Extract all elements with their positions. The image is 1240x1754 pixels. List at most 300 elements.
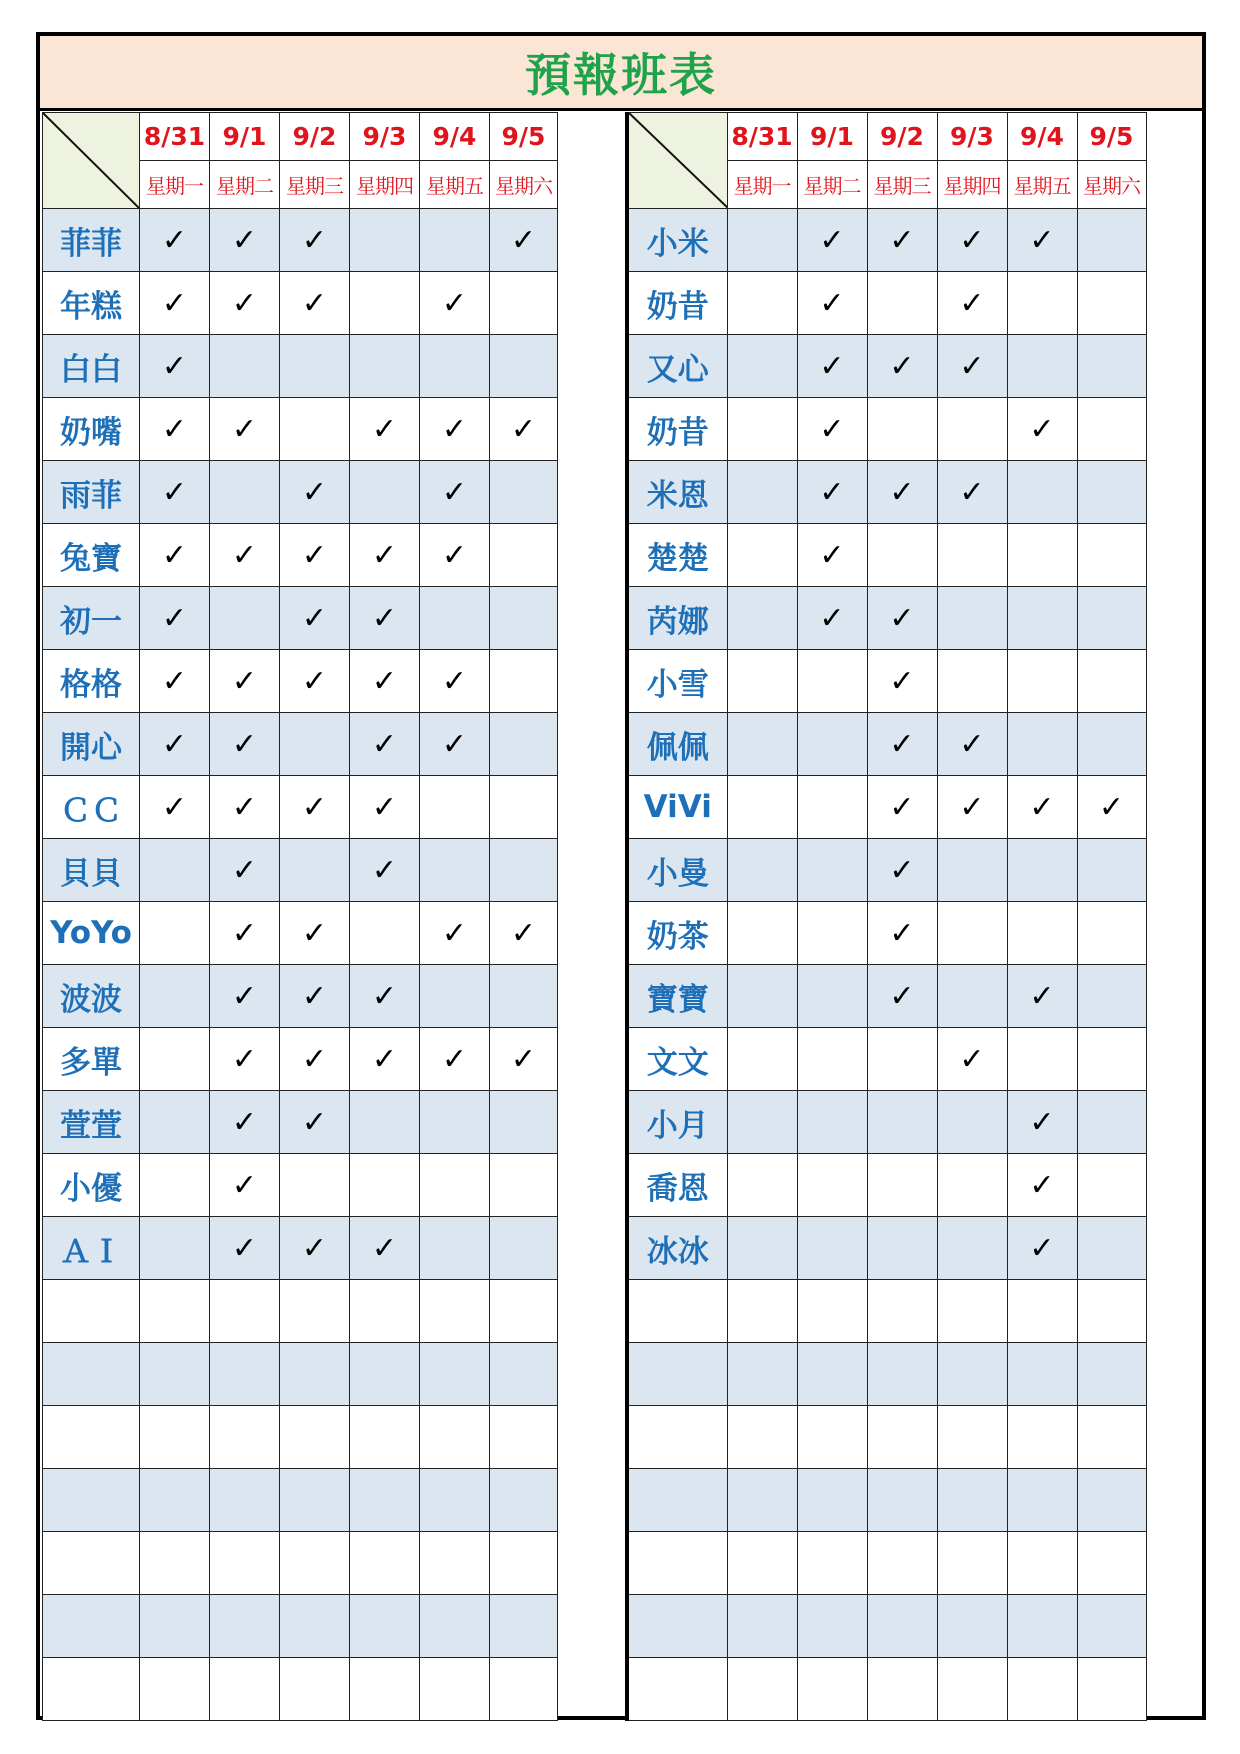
schedule-cell — [490, 335, 558, 398]
check-mark-icon: ✓ — [937, 713, 1007, 776]
schedule-cell — [797, 965, 867, 1028]
check-mark-icon: ✓ — [280, 776, 350, 839]
schedule-cell — [140, 1091, 210, 1154]
schedule-cell — [350, 335, 420, 398]
schedule-cell — [1077, 524, 1146, 587]
schedule-cell — [867, 1091, 937, 1154]
table-row — [627, 650, 1146, 713]
schedule-cell — [727, 524, 797, 587]
schedule-cell — [797, 1406, 867, 1469]
schedule-cell — [937, 1343, 1007, 1406]
schedule-cell — [937, 398, 1007, 461]
table-row — [627, 839, 1146, 902]
schedule-cell — [1007, 650, 1077, 713]
staff-name — [43, 1532, 140, 1595]
schedule-cell — [937, 965, 1007, 1028]
date-header: 8/31 — [140, 113, 210, 161]
schedule-cell — [420, 1658, 490, 1721]
staff-name: 白白 — [43, 335, 140, 398]
table-row — [627, 1658, 1146, 1721]
check-mark-icon: ✓ — [280, 461, 350, 524]
schedule-table-right — [625, 112, 1147, 1721]
schedule-cell — [727, 1532, 797, 1595]
table-row — [43, 965, 558, 1028]
schedule-cell — [797, 902, 867, 965]
staff-name — [627, 1406, 727, 1469]
date-header: 9/5 — [490, 113, 558, 161]
schedule-cell — [1077, 650, 1146, 713]
staff-name: 菲菲 — [43, 209, 140, 272]
check-mark-icon: ✓ — [420, 1028, 490, 1091]
schedule-sheet — [36, 32, 1206, 1720]
schedule-cell — [1077, 965, 1146, 1028]
check-mark-icon: ✓ — [1077, 776, 1146, 839]
check-mark-icon: ✓ — [1007, 398, 1077, 461]
check-mark-icon: ✓ — [1007, 776, 1077, 839]
check-mark-icon: ✓ — [867, 335, 937, 398]
check-mark-icon: ✓ — [797, 272, 867, 335]
check-mark-icon: ✓ — [350, 398, 420, 461]
table-row — [627, 398, 1146, 461]
schedule-cell — [420, 209, 490, 272]
schedule-cell — [1077, 902, 1146, 965]
staff-name: 寶寶 — [627, 965, 727, 1028]
check-mark-icon: ✓ — [280, 902, 350, 965]
schedule-cell — [727, 1595, 797, 1658]
schedule-cell — [280, 1595, 350, 1658]
check-mark-icon: ✓ — [210, 209, 280, 272]
schedule-cell — [797, 650, 867, 713]
schedule-cell — [727, 1091, 797, 1154]
date-header: 9/5 — [1077, 113, 1146, 161]
check-mark-icon: ✓ — [937, 1028, 1007, 1091]
staff-name: 年糕 — [43, 272, 140, 335]
schedule-cell — [1077, 1595, 1146, 1658]
check-mark-icon: ✓ — [937, 272, 1007, 335]
schedule-cell — [420, 839, 490, 902]
schedule-cell — [727, 1343, 797, 1406]
schedule-cell — [1007, 1343, 1077, 1406]
schedule-cell — [420, 1217, 490, 1280]
table-row — [627, 587, 1146, 650]
schedule-cell — [280, 713, 350, 776]
schedule-cell — [140, 1658, 210, 1721]
weekday-header: 星期六 — [1077, 161, 1146, 209]
schedule-cell — [140, 1154, 210, 1217]
staff-name: 佩佩 — [627, 713, 727, 776]
schedule-cell — [797, 713, 867, 776]
staff-name: 奶昔 — [627, 272, 727, 335]
table-row — [627, 1280, 1146, 1343]
weekday-header: 星期五 — [420, 161, 490, 209]
schedule-cell — [1007, 524, 1077, 587]
check-mark-icon: ✓ — [280, 1217, 350, 1280]
date-header: 9/3 — [350, 113, 420, 161]
check-mark-icon: ✓ — [280, 965, 350, 1028]
check-mark-icon: ✓ — [210, 524, 280, 587]
staff-name — [43, 1406, 140, 1469]
staff-name: 冰冰 — [627, 1217, 727, 1280]
schedule-cell — [727, 587, 797, 650]
schedule-cell — [490, 1658, 558, 1721]
schedule-cell — [210, 335, 280, 398]
schedule-cell — [1077, 587, 1146, 650]
check-mark-icon: ✓ — [797, 398, 867, 461]
schedule-cell — [867, 1280, 937, 1343]
table-row — [43, 1595, 558, 1658]
table-row — [43, 1154, 558, 1217]
staff-name: 小月 — [627, 1091, 727, 1154]
check-mark-icon: ✓ — [140, 335, 210, 398]
table-row — [43, 272, 558, 335]
schedule-cell — [420, 1343, 490, 1406]
check-mark-icon: ✓ — [867, 839, 937, 902]
schedule-cell — [420, 965, 490, 1028]
schedule-cell — [1077, 209, 1146, 272]
schedule-cell — [140, 1280, 210, 1343]
schedule-cell — [867, 272, 937, 335]
header-corner-cell — [43, 113, 140, 209]
schedule-cell — [490, 1154, 558, 1217]
schedule-cell — [727, 272, 797, 335]
check-mark-icon: ✓ — [350, 650, 420, 713]
table-row — [627, 1217, 1146, 1280]
schedule-cell — [1007, 1469, 1077, 1532]
check-mark-icon: ✓ — [140, 587, 210, 650]
schedule-cell — [210, 1469, 280, 1532]
schedule-cell — [867, 398, 937, 461]
schedule-cell — [797, 1028, 867, 1091]
check-mark-icon: ✓ — [280, 650, 350, 713]
table-row — [43, 398, 558, 461]
staff-name — [627, 1658, 727, 1721]
schedule-cell — [280, 1469, 350, 1532]
schedule-cell — [867, 524, 937, 587]
schedule-cell — [350, 209, 420, 272]
schedule-cell — [350, 1532, 420, 1595]
table-row — [627, 1343, 1146, 1406]
schedule-cell — [727, 461, 797, 524]
check-mark-icon: ✓ — [210, 713, 280, 776]
schedule-cell — [1007, 1280, 1077, 1343]
schedule-cell — [280, 1658, 350, 1721]
header-corner-cell — [627, 113, 727, 209]
table-row — [43, 1343, 558, 1406]
schedule-cell — [797, 1595, 867, 1658]
schedule-cell — [350, 1343, 420, 1406]
staff-name: 多單 — [43, 1028, 140, 1091]
schedule-cell — [490, 839, 558, 902]
check-mark-icon: ✓ — [867, 587, 937, 650]
schedule-cell — [210, 1406, 280, 1469]
staff-name: 奶茶 — [627, 902, 727, 965]
schedule-cell — [420, 776, 490, 839]
schedule-cell — [867, 1154, 937, 1217]
check-mark-icon: ✓ — [350, 1028, 420, 1091]
date-header: 9/4 — [420, 113, 490, 161]
schedule-cell — [490, 650, 558, 713]
schedule-cell — [727, 1406, 797, 1469]
schedule-cell — [490, 1406, 558, 1469]
table-row — [43, 587, 558, 650]
schedule-cell — [490, 965, 558, 1028]
staff-name — [627, 1532, 727, 1595]
staff-name: 又心 — [627, 335, 727, 398]
schedule-cell — [140, 1028, 210, 1091]
schedule-cell — [280, 1154, 350, 1217]
table-row — [627, 272, 1146, 335]
staff-name: 雨菲 — [43, 461, 140, 524]
table-row — [627, 461, 1146, 524]
table-row — [43, 1028, 558, 1091]
staff-name: 開心 — [43, 713, 140, 776]
check-mark-icon: ✓ — [937, 209, 1007, 272]
schedule-cell — [350, 461, 420, 524]
schedule-cell — [1077, 461, 1146, 524]
schedule-cell — [1007, 902, 1077, 965]
check-mark-icon: ✓ — [867, 461, 937, 524]
schedule-cell — [937, 587, 1007, 650]
schedule-cell — [280, 398, 350, 461]
weekday-header: 星期四 — [350, 161, 420, 209]
table-row — [43, 776, 558, 839]
schedule-cell — [867, 1658, 937, 1721]
schedule-cell — [420, 587, 490, 650]
schedule-cell — [867, 1343, 937, 1406]
check-mark-icon: ✓ — [490, 209, 558, 272]
schedule-cell — [727, 1280, 797, 1343]
schedule-cell — [210, 1343, 280, 1406]
table-row — [627, 1028, 1146, 1091]
schedule-cell — [210, 587, 280, 650]
table-row — [43, 839, 558, 902]
check-mark-icon: ✓ — [140, 776, 210, 839]
table-row — [627, 1406, 1146, 1469]
schedule-cell — [210, 1595, 280, 1658]
check-mark-icon: ✓ — [797, 335, 867, 398]
staff-name: ＣＣ — [43, 776, 140, 839]
check-mark-icon: ✓ — [280, 1028, 350, 1091]
staff-name: ViVi — [627, 776, 727, 839]
schedule-cell — [1077, 272, 1146, 335]
schedule-cell — [140, 902, 210, 965]
check-mark-icon: ✓ — [210, 272, 280, 335]
schedule-cell — [210, 1658, 280, 1721]
diagonal-divider-icon — [43, 113, 140, 209]
check-mark-icon: ✓ — [210, 1091, 280, 1154]
table-row — [43, 335, 558, 398]
schedule-cell — [1077, 1154, 1146, 1217]
check-mark-icon: ✓ — [867, 209, 937, 272]
staff-name: 奶嘴 — [43, 398, 140, 461]
schedule-cell — [1007, 272, 1077, 335]
check-mark-icon: ✓ — [867, 713, 937, 776]
schedule-cell — [727, 1469, 797, 1532]
schedule-cell — [210, 461, 280, 524]
schedule-cell — [1077, 839, 1146, 902]
check-mark-icon: ✓ — [420, 902, 490, 965]
table-row — [43, 209, 558, 272]
schedule-cell — [1077, 1280, 1146, 1343]
date-header: 9/1 — [210, 113, 280, 161]
staff-name — [43, 1595, 140, 1658]
schedule-cell — [797, 1280, 867, 1343]
staff-name: 小曼 — [627, 839, 727, 902]
schedule-cell — [797, 1154, 867, 1217]
schedule-cell — [727, 1658, 797, 1721]
staff-name — [627, 1595, 727, 1658]
check-mark-icon: ✓ — [420, 650, 490, 713]
schedule-cell — [140, 965, 210, 1028]
schedule-cell — [140, 1217, 210, 1280]
staff-name: 波波 — [43, 965, 140, 1028]
table-row — [43, 1532, 558, 1595]
table-row — [627, 1469, 1146, 1532]
check-mark-icon: ✓ — [140, 461, 210, 524]
schedule-cell — [350, 1280, 420, 1343]
check-mark-icon: ✓ — [280, 1091, 350, 1154]
date-header: 9/2 — [280, 113, 350, 161]
staff-name — [627, 1343, 727, 1406]
table-row — [627, 776, 1146, 839]
schedule-cell — [280, 1532, 350, 1595]
schedule-cell — [490, 587, 558, 650]
check-mark-icon: ✓ — [420, 272, 490, 335]
staff-name: ＡＩ — [43, 1217, 140, 1280]
check-mark-icon: ✓ — [420, 461, 490, 524]
schedule-cell — [867, 1406, 937, 1469]
check-mark-icon: ✓ — [280, 524, 350, 587]
schedule-cell — [1077, 1028, 1146, 1091]
schedule-cell — [140, 1532, 210, 1595]
weekday-header: 星期一 — [727, 161, 797, 209]
schedule-cell — [350, 1658, 420, 1721]
schedule-cell — [420, 1469, 490, 1532]
staff-name: 貝貝 — [43, 839, 140, 902]
schedule-cell — [937, 902, 1007, 965]
schedule-cell — [490, 1280, 558, 1343]
schedule-cell — [1007, 1406, 1077, 1469]
schedule-cell — [867, 1469, 937, 1532]
schedule-cell — [937, 1091, 1007, 1154]
schedule-cell — [350, 1595, 420, 1658]
weekday-header: 星期二 — [210, 161, 280, 209]
check-mark-icon: ✓ — [350, 965, 420, 1028]
table-row — [43, 902, 558, 965]
date-header: 9/2 — [867, 113, 937, 161]
check-mark-icon: ✓ — [490, 398, 558, 461]
schedule-cell — [937, 1217, 1007, 1280]
table-row — [627, 335, 1146, 398]
check-mark-icon: ✓ — [210, 1217, 280, 1280]
schedule-cell — [280, 335, 350, 398]
check-mark-icon: ✓ — [797, 461, 867, 524]
staff-name: 萱萱 — [43, 1091, 140, 1154]
schedule-cell — [867, 1028, 937, 1091]
schedule-cell — [350, 1469, 420, 1532]
check-mark-icon: ✓ — [350, 1217, 420, 1280]
schedule-cell — [420, 335, 490, 398]
date-header: 8/31 — [727, 113, 797, 161]
weekday-header: 星期二 — [797, 161, 867, 209]
schedule-cell — [1077, 1343, 1146, 1406]
schedule-cell — [350, 1091, 420, 1154]
check-mark-icon: ✓ — [280, 587, 350, 650]
schedule-cell — [727, 1154, 797, 1217]
schedule-cell — [490, 713, 558, 776]
schedule-cell — [727, 776, 797, 839]
check-mark-icon: ✓ — [210, 839, 280, 902]
schedule-cell — [490, 272, 558, 335]
schedule-cell — [937, 1595, 1007, 1658]
staff-name: 喬恩 — [627, 1154, 727, 1217]
table-row — [627, 902, 1146, 965]
table-row — [627, 524, 1146, 587]
staff-name — [43, 1469, 140, 1532]
weekday-header: 星期一 — [140, 161, 210, 209]
schedule-cell — [1007, 461, 1077, 524]
schedule-cell — [350, 902, 420, 965]
table-row — [627, 1532, 1146, 1595]
staff-name: 初一 — [43, 587, 140, 650]
schedule-cell — [1077, 1091, 1146, 1154]
check-mark-icon: ✓ — [280, 272, 350, 335]
schedule-cell — [350, 1406, 420, 1469]
schedule-cell — [1007, 713, 1077, 776]
table-row — [627, 1154, 1146, 1217]
check-mark-icon: ✓ — [1007, 965, 1077, 1028]
check-mark-icon: ✓ — [937, 335, 1007, 398]
schedule-cell — [490, 1532, 558, 1595]
staff-name: 小優 — [43, 1154, 140, 1217]
check-mark-icon: ✓ — [210, 398, 280, 461]
check-mark-icon: ✓ — [490, 902, 558, 965]
check-mark-icon: ✓ — [140, 650, 210, 713]
staff-name: 米恩 — [627, 461, 727, 524]
schedule-cell — [140, 1595, 210, 1658]
check-mark-icon: ✓ — [140, 209, 210, 272]
check-mark-icon: ✓ — [1007, 1154, 1077, 1217]
schedule-cell — [490, 524, 558, 587]
schedule-cell — [797, 1658, 867, 1721]
check-mark-icon: ✓ — [937, 776, 1007, 839]
staff-name: 兔寶 — [43, 524, 140, 587]
check-mark-icon: ✓ — [420, 713, 490, 776]
schedule-cell — [1077, 1217, 1146, 1280]
staff-name: 小雪 — [627, 650, 727, 713]
schedule-cell — [1077, 1469, 1146, 1532]
schedule-cell — [867, 1532, 937, 1595]
check-mark-icon: ✓ — [140, 272, 210, 335]
weekday-header: 星期三 — [280, 161, 350, 209]
check-mark-icon: ✓ — [210, 965, 280, 1028]
schedule-cell — [420, 1154, 490, 1217]
schedule-cell — [140, 1343, 210, 1406]
schedule-cell — [420, 1406, 490, 1469]
staff-name — [43, 1658, 140, 1721]
check-mark-icon: ✓ — [797, 587, 867, 650]
schedule-cell — [727, 650, 797, 713]
table-row — [627, 209, 1146, 272]
schedule-cell — [210, 1532, 280, 1595]
table-row — [43, 1280, 558, 1343]
schedule-cell — [727, 335, 797, 398]
schedule-cell — [937, 1154, 1007, 1217]
schedule-cell — [797, 839, 867, 902]
schedule-cell — [797, 1217, 867, 1280]
check-mark-icon: ✓ — [350, 524, 420, 587]
check-mark-icon: ✓ — [867, 776, 937, 839]
